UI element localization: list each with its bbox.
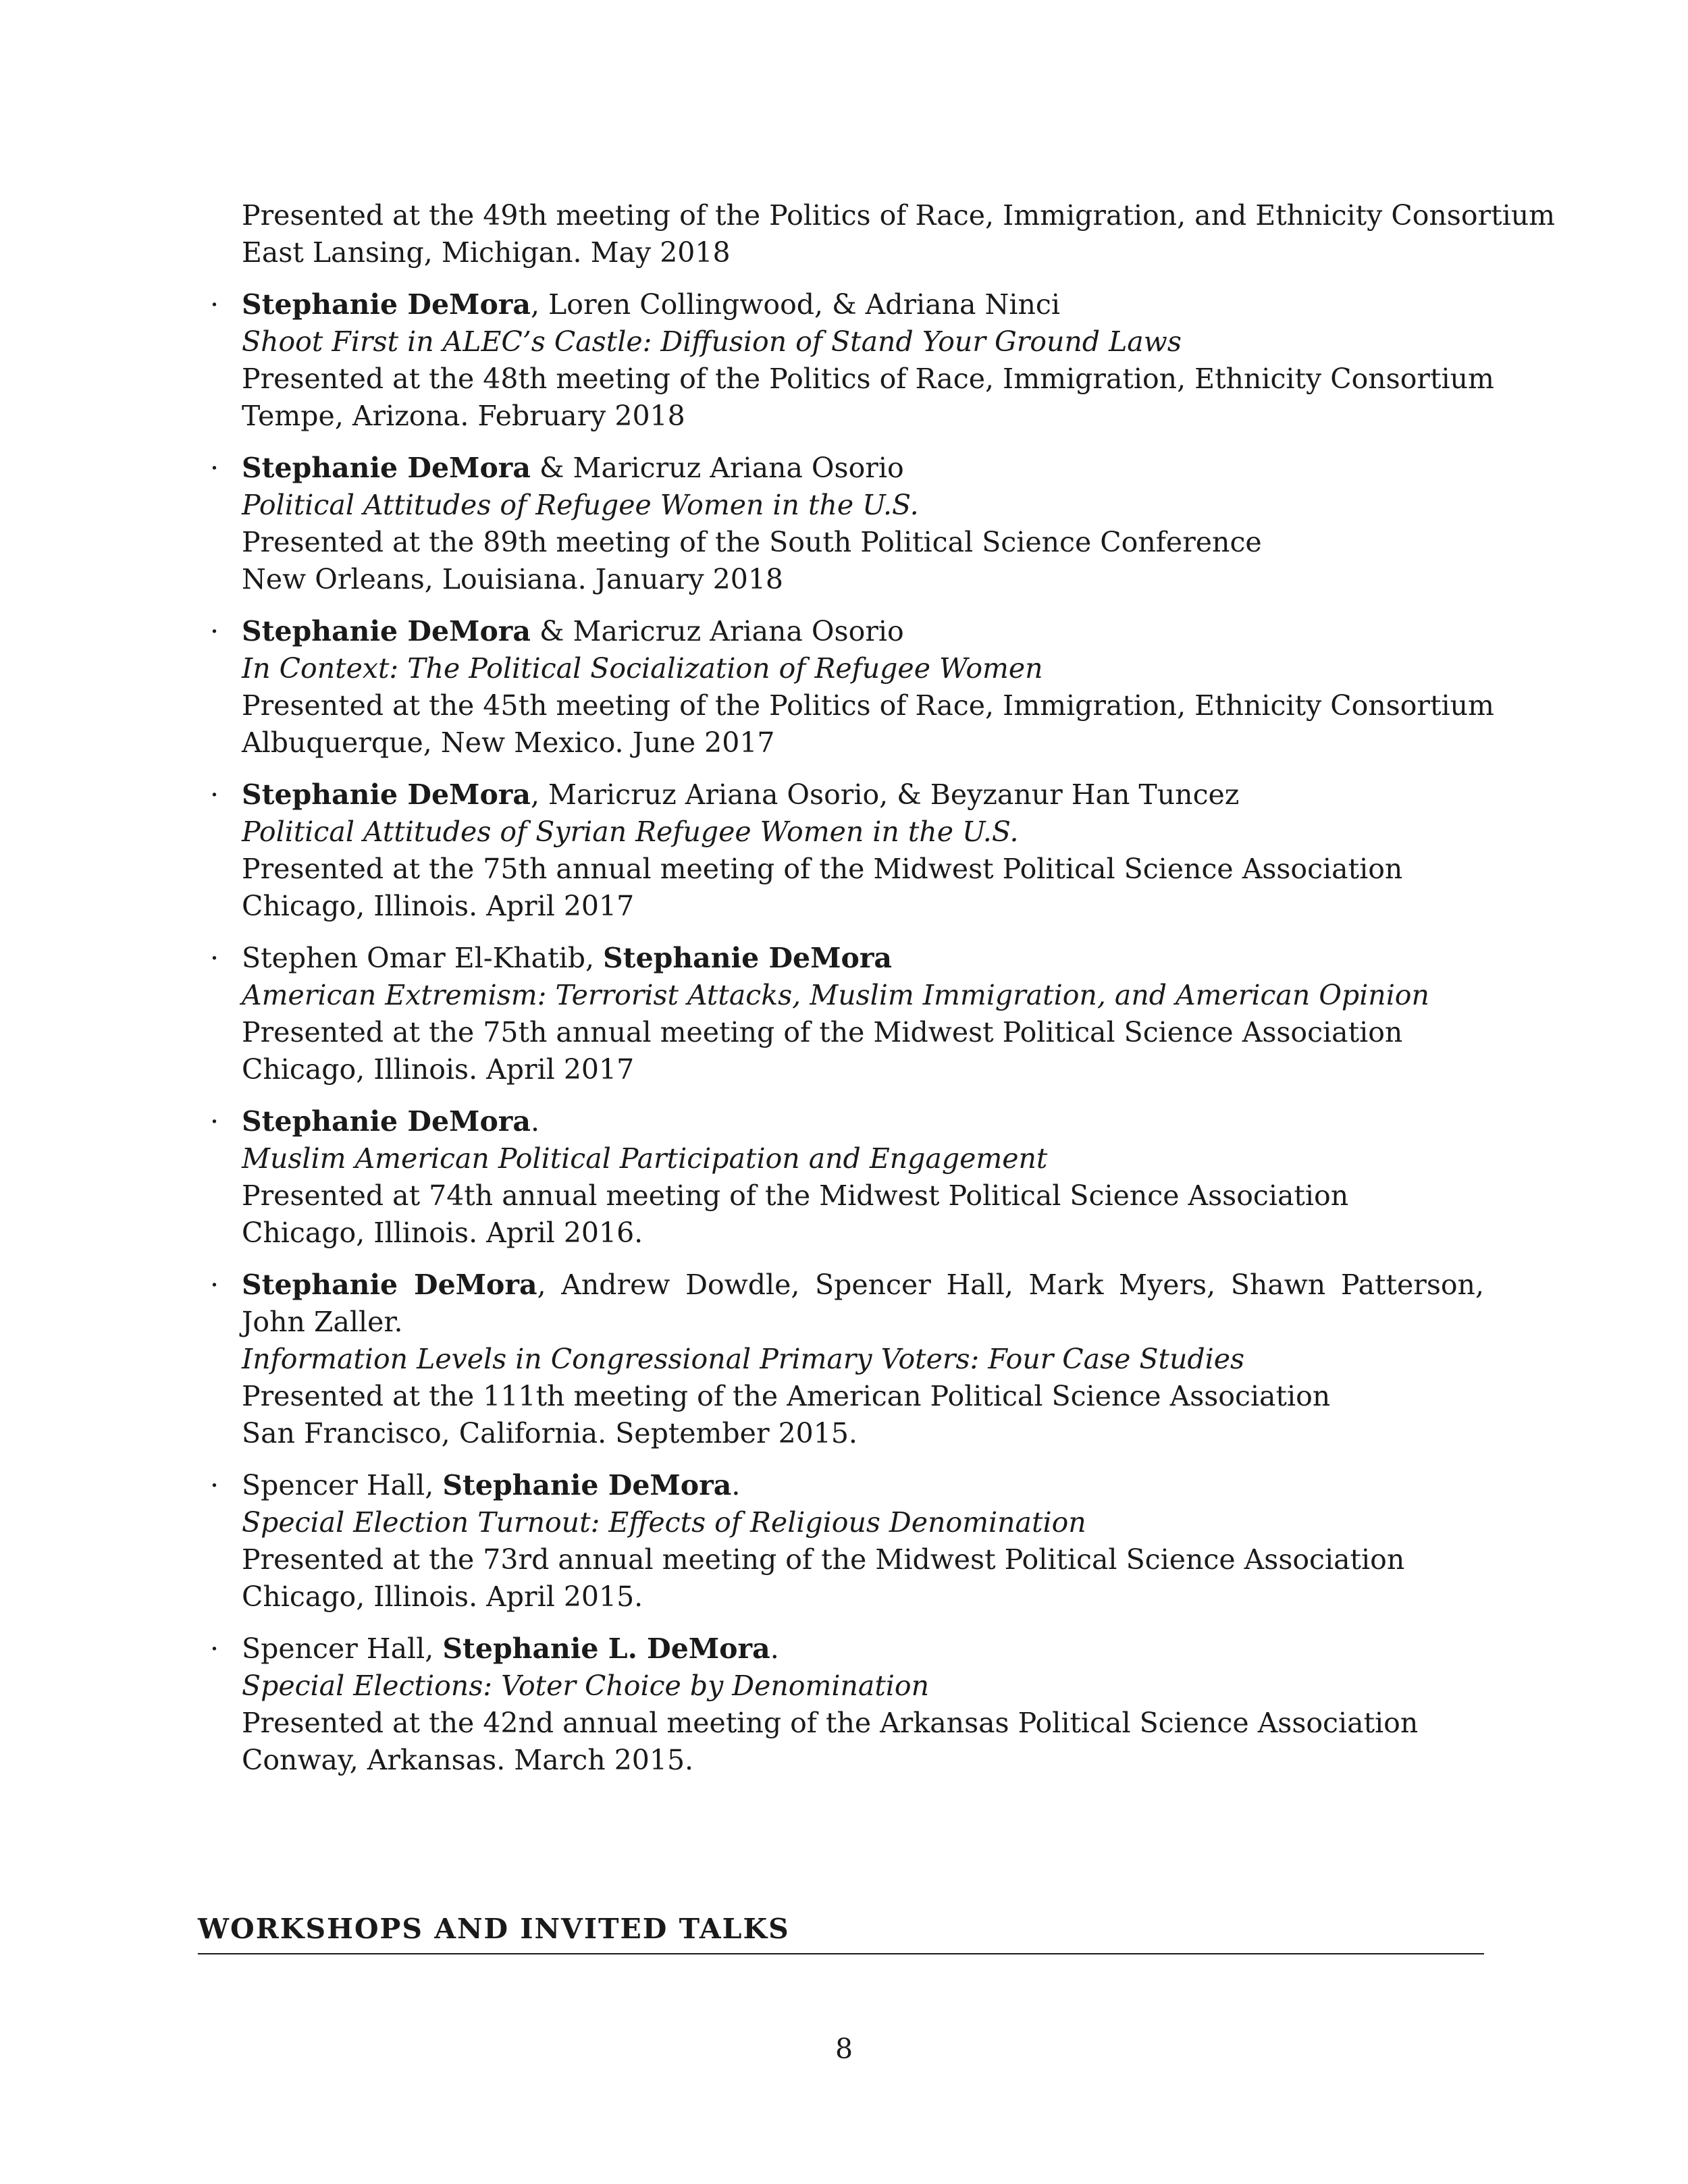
presentation-location: Tempe, Arizona. February 2018 — [242, 400, 685, 432]
presentation-venue: Presented at 74th annual meeting of the Midwest Political Science Association — [242, 1179, 1349, 1212]
bullet-marker: · — [210, 615, 219, 647]
author-highlight: Stephanie DeMora — [242, 615, 531, 647]
co-authors: , Maricruz Ariana Osorio, & Beyzanur Han Tuncez — [530, 778, 1240, 811]
presentation-title: Special Elections: Voter Choice by Denomination — [242, 1670, 930, 1702]
presentation-location: New Orleans, Louisiana. January 2018 — [242, 563, 784, 595]
bullet-marker: · — [210, 1469, 219, 1501]
bullet-marker: · — [210, 1105, 219, 1138]
presentation-entry — [198, 940, 1484, 1088]
author-highlight: Stephanie DeMora — [242, 452, 531, 484]
author-highlight: Stephanie DeMora — [242, 778, 531, 811]
author-highlight: Stephanie DeMora — [242, 288, 531, 321]
presentation-entry — [198, 286, 1494, 435]
presentation-authors — [242, 1630, 1484, 1668]
page-number: 8 — [835, 2033, 853, 2065]
presentation-authors — [242, 613, 1484, 650]
presentation-authors — [242, 1267, 1484, 1341]
co-authors: & Maricruz Ariana Osorio — [530, 452, 904, 484]
bullet-marker: · — [210, 1269, 219, 1301]
author-highlight: Stephanie DeMora — [442, 1469, 732, 1501]
co-authors: . — [530, 1105, 540, 1138]
co-authors: , Andrew Dowdle, Spencer Hall, Mark Myers, Shawn Patterson, John Zaller. — [242, 1269, 1484, 1338]
presentation-authors — [242, 286, 1484, 323]
presentation-authors — [242, 450, 1484, 487]
presentation-entry — [198, 1267, 1484, 1452]
author-highlight: Stephanie DeMora — [242, 1269, 537, 1301]
section-heading-workshops: WORKSHOPS AND INVITED TALKS — [198, 1913, 790, 1945]
co-authors: & Maricruz Ariana Osorio — [530, 615, 904, 647]
presentation-location: Chicago, Illinois. April 2017 — [242, 890, 635, 922]
presentation-entry — [198, 776, 1484, 925]
presentation-entry — [198, 450, 1484, 598]
presentation-entry — [198, 1103, 1484, 1252]
author-highlight: Stephanie DeMora — [242, 1105, 531, 1138]
presentation-location: Chicago, Illinois. April 2016. — [242, 1217, 643, 1249]
author-punctuation: . — [770, 1632, 779, 1665]
presentation-title: Information Levels in Congressional Primary Voters: Four Case Studies — [242, 1343, 1245, 1375]
co-authors: Stephen Omar El-Khatib, — [242, 942, 604, 974]
author-punctuation: . — [731, 1469, 741, 1501]
presentation-venue: Presented at the 75th annual meeting of the Midwest Political Science Association — [242, 853, 1403, 885]
bullet-marker: · — [210, 778, 219, 811]
presentation-venue: Presented at the 48th meeting of the Politics of Race, Immigration, Ethnicity Consortium — [242, 363, 1494, 395]
co-authors: , Loren Collingwood, & Adriana Ninci — [530, 288, 1060, 321]
presentation-authors — [242, 1103, 1484, 1140]
presentation-venue: Presented at the 73rd annual meeting of the Midwest Political Science Association — [242, 1543, 1405, 1576]
author-highlight: Stephanie DeMora — [603, 942, 892, 974]
presentation-venue: Presented at the 49th meeting of the Politics of Race, Immigration, and Ethnicity Consortium — [242, 199, 1555, 232]
continued-presentation-entry — [198, 197, 1555, 271]
presentation-title: In Context: The Political Socialization of Refugee Women — [242, 652, 1043, 685]
bullet-marker: · — [210, 288, 219, 321]
presentation-authors — [242, 776, 1484, 814]
presentation-title: Muslim American Political Participation and Engagement — [242, 1142, 1048, 1175]
presentation-venue: Presented at the 75th annual meeting of the Midwest Political Science Association — [242, 1016, 1403, 1048]
bullet-marker: · — [210, 942, 219, 974]
conference-presentations-list — [198, 197, 1555, 1779]
presentation-location: Albuquerque, New Mexico. June 2017 — [242, 726, 775, 759]
presentation-venue: Presented at the 89th meeting of the South Political Science Conference — [242, 526, 1262, 558]
bullet-marker: · — [210, 1632, 219, 1665]
presentation-title: Shoot First in ALEC’s Castle: Diffusion of Stand Your Ground Laws — [242, 325, 1182, 358]
presentation-title: Political Attitudes of Syrian Refugee Women in the U.S. — [242, 816, 1019, 848]
co-authors: Spencer Hall, — [242, 1632, 443, 1665]
presentation-location: San Francisco, California. September 2015. — [242, 1417, 858, 1449]
presentation-location: Chicago, Illinois. April 2017 — [242, 1053, 635, 1086]
presentation-location: East Lansing, Michigan. May 2018 — [242, 236, 731, 269]
bullet-marker: · — [210, 452, 219, 484]
presentation-authors — [242, 940, 1484, 977]
presentation-location: Chicago, Illinois. April 2015. — [242, 1580, 643, 1613]
presentation-location: Conway, Arkansas. March 2015. — [242, 1744, 694, 1776]
presentation-title: American Extremism: Terrorist Attacks, Muslim Immigration, and American Opinion — [242, 979, 1429, 1011]
presentation-venue: Presented at the 42nd annual meeting of the Arkansas Political Science Association — [242, 1707, 1419, 1739]
section-divider — [198, 1953, 1484, 1954]
presentation-title: Special Election Turnout: Effects of Religious Denomination — [242, 1506, 1086, 1539]
presentation-entry — [198, 1467, 1484, 1616]
presentation-entry — [198, 613, 1494, 762]
author-highlight: Stephanie L. DeMora — [442, 1632, 770, 1665]
co-authors: Spencer Hall, — [242, 1469, 443, 1501]
presentation-authors — [242, 1467, 1484, 1504]
presentation-entry — [198, 1630, 1484, 1779]
presentation-venue: Presented at the 45th meeting of the Politics of Race, Immigration, Ethnicity Consortium — [242, 689, 1494, 722]
presentation-venue: Presented at the 111th meeting of the American Political Science Association — [242, 1380, 1331, 1412]
presentation-title: Political Attitudes of Refugee Women in the U.S. — [242, 489, 919, 521]
